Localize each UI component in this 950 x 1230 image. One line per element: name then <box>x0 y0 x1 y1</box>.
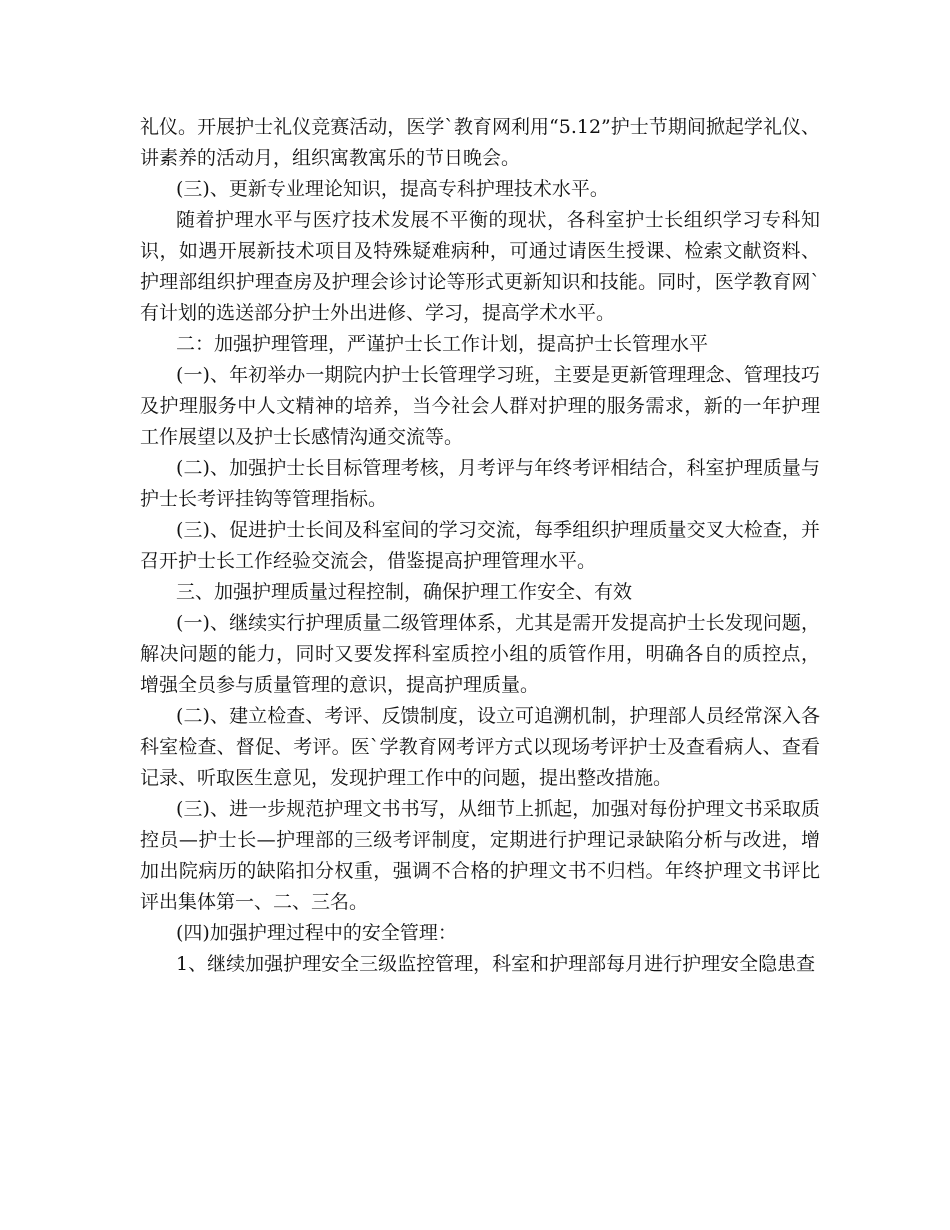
paragraph: (一)、年初举办一期院内护士长管理学习班，主要是更新管理理念、管理技巧及护理服务中人文精神的培养，当今社会人群对护理的服务需求，新的一年护理工作展望以及护士长感情沟通交流等。 <box>140 364 820 448</box>
paragraph: (三)、进一步规范护理文书书写，从细节上抓起，加强对每份护理文书采取质控员—护士长—护理部的三级考评制度，定期进行护理记录缺陷分析与改进，增加出院病历的缺陷扣分权重，强调不合格的护理文书不归档。年终护理文书评比评出集体第一、二、三名。 <box>140 798 820 913</box>
paragraph: 随着护理水平与医疗技术发展不平衡的现状，各科室护士长组织学习专科知识，如遇开展新技术项目及特殊疑难病种，可通过请医生授课、检索文献资料、护理部组织护理查房及护理会诊讨论等形式更新知识和技能。同时，医学教育网`有计划的选送部分护士外出进修、学习，提高学术水平。 <box>140 209 820 324</box>
paragraph: (三)、促进护士长间及科室间的学习交流，每季组织护理质量交叉大检查，并召开护士长工作经验交流会，借鉴提高护理管理水平。 <box>140 519 820 572</box>
document-body <box>140 112 820 980</box>
section-heading-3: (三)、更新专业理论知识，提高专科护理技术水平。 <box>176 178 609 200</box>
paragraph: (二)、建立检查、考评、反馈制度，设立可追溯机制，护理部人员经常深入各科室检查、督促、考评。医`学教育网考评方式以现场考评护士及查看病人、查看记录、听取医生意见，发现护理工作中的问题，提出整改措施。 <box>140 705 820 789</box>
paragraph-continuation: 礼仪。开展护士礼仪竞赛活动，医学`教育网利用“5.12”护士节期间掀起学礼仪、讲素养的活动月，组织寓教寓乐的节日晚会。 <box>140 116 820 169</box>
paragraph: 1、继续加强护理安全三级监控管理，科室和护理部每月进行护理安全隐患查 <box>176 953 816 975</box>
chapter-heading-3: 三、加强护理质量过程控制，确保护理工作安全、有效 <box>176 581 633 603</box>
section-heading-4: (四)加强护理过程中的安全管理： <box>176 922 457 944</box>
chapter-heading-2: 二：加强护理管理，严谨护士长工作计划，提高护士长管理水平 <box>176 333 709 355</box>
paragraph: (二)、加强护士长目标管理考核，月考评与年终考评相结合，科室护理质量与护士长考评挂钩等管理指标。 <box>140 457 820 510</box>
paragraph: (一)、继续实行护理质量二级管理体系，尤其是需开发提高护士长发现问题，解决问题的能力，同时又要发挥科室质控小组的质管作用，明确各自的质控点，增强全员参与质量管理的意识，提高护理质量。 <box>140 612 820 696</box>
